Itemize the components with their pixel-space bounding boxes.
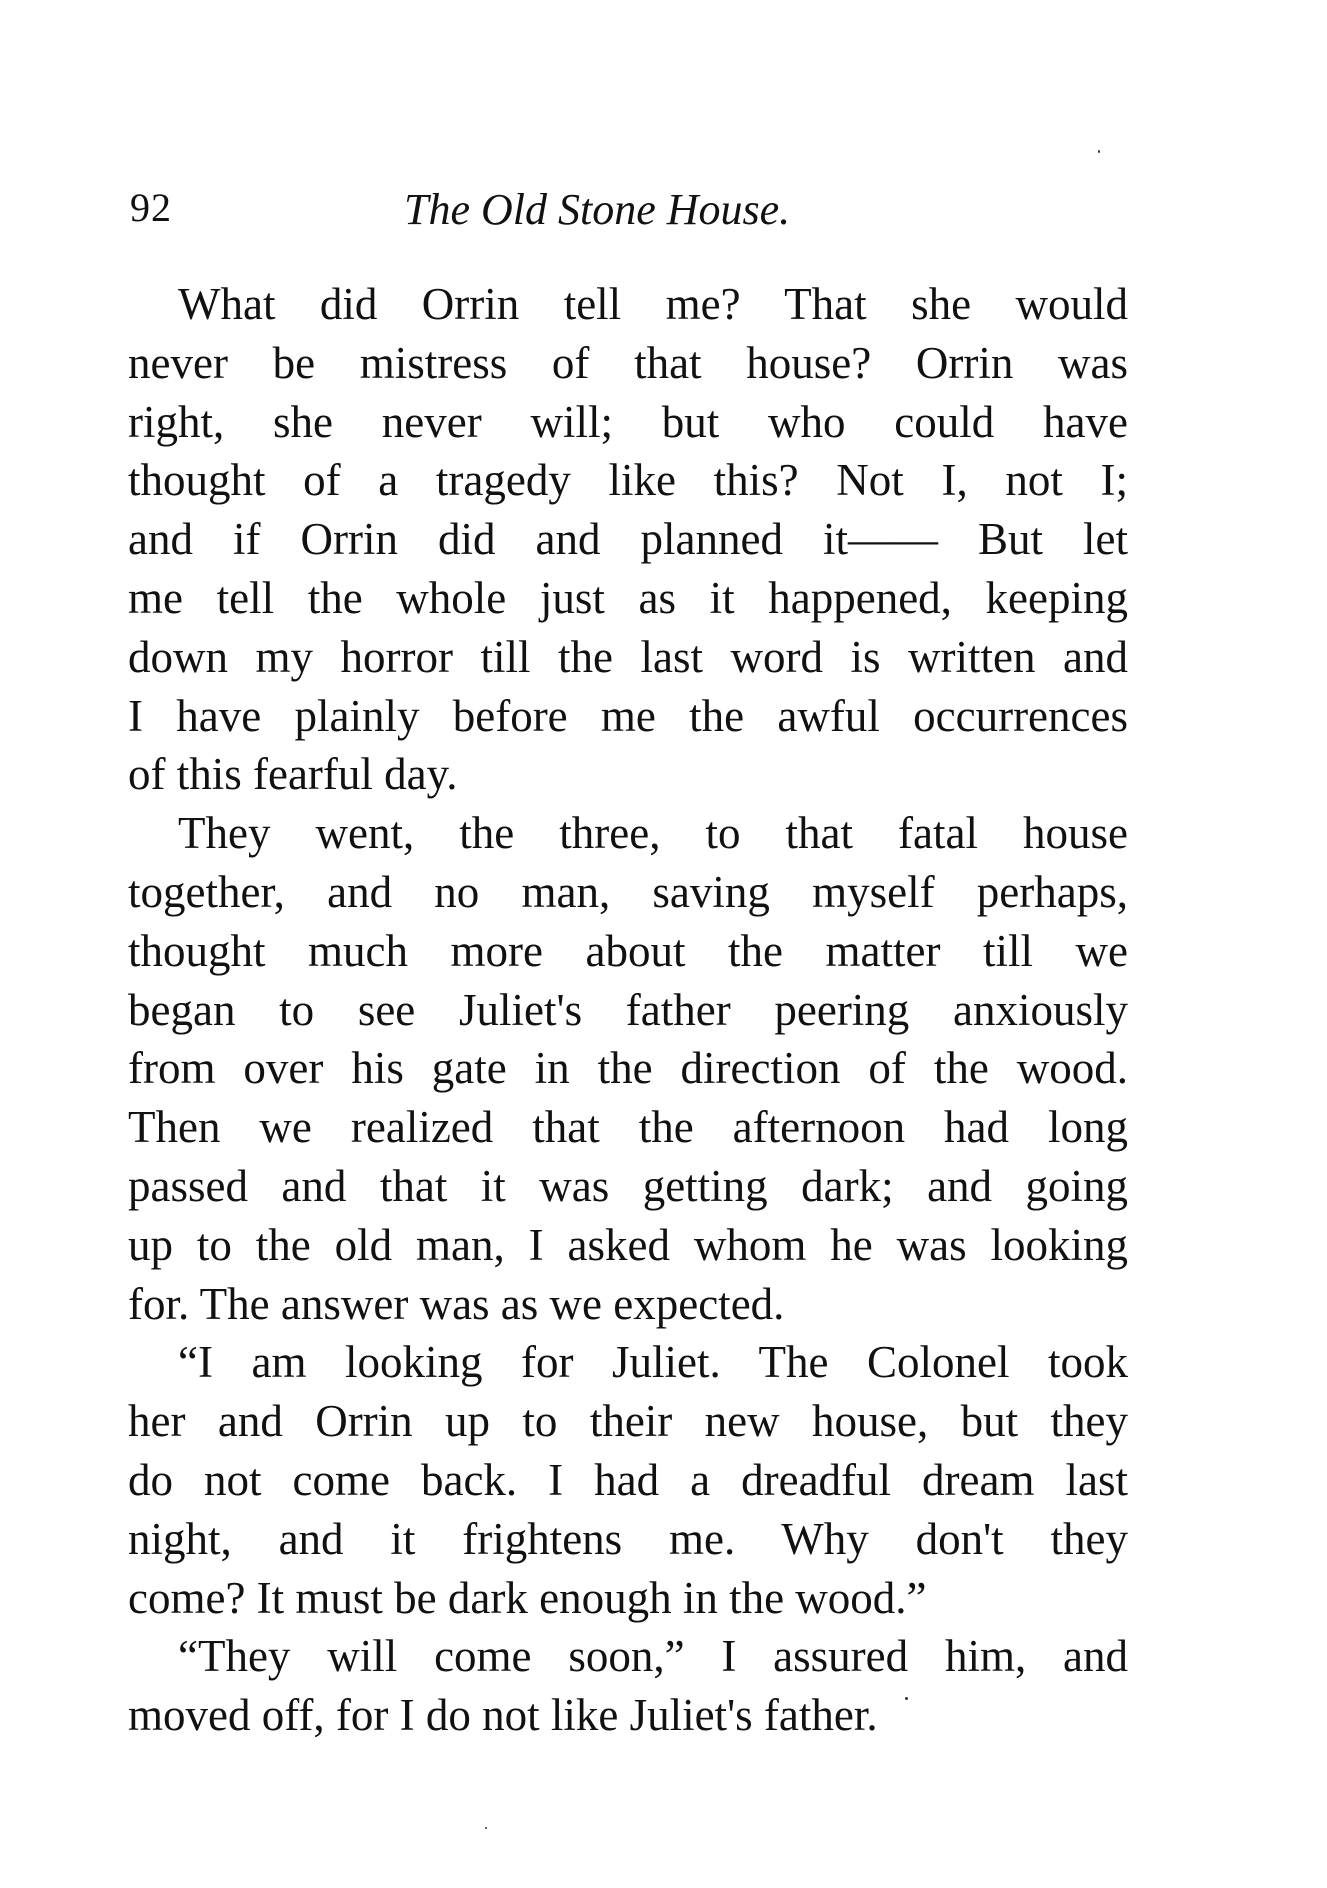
- text-line: do not come back. I had a dreadful dream last: [128, 1454, 1128, 1505]
- ink-speck: [485, 1827, 487, 1829]
- text-line: “They will come soon,” I assured him, and: [178, 1631, 1128, 1682]
- text-line: I have plainly before me the awful occurrences: [128, 690, 1128, 741]
- running-title: The Old Stone House.: [404, 185, 791, 234]
- text-line: me tell the whole just as it happened, keeping: [128, 572, 1128, 623]
- text-line: “I am looking for Juliet. The Colonel took: [178, 1337, 1128, 1388]
- text-line: together, and no man, saving myself perhaps,: [128, 866, 1128, 917]
- text-line: come? It must be dark enough in the wood.”: [128, 1572, 927, 1623]
- text-line: down my horror till the last word is written and: [128, 631, 1128, 682]
- text-line: Then we realized that the afternoon had long: [128, 1102, 1128, 1153]
- text-line: They went, the three, to that fatal house: [178, 808, 1128, 859]
- text-line: What did Orrin tell me? That she would: [178, 279, 1128, 329]
- text-line: moved off, for I do not like Juliet's father.: [128, 1690, 878, 1741]
- text-line: passed and that it was getting dark; and going: [128, 1160, 1128, 1211]
- text-line: for. The answer was as we expected.: [128, 1278, 785, 1329]
- ink-speck: [1098, 150, 1100, 153]
- text-line: her and Orrin up to their new house, but they: [128, 1396, 1128, 1447]
- text-line: right, she never will; but who could have: [128, 396, 1128, 447]
- text-line: up to the old man, I asked whom he was looking: [128, 1219, 1128, 1270]
- text-line: night, and it frightens me. Why don't they: [128, 1513, 1128, 1564]
- text-line: of this fearful day.: [128, 749, 458, 800]
- text-line: thought much more about the matter till we: [128, 925, 1128, 976]
- page-header: [130, 184, 1120, 244]
- ink-speck: [905, 1697, 908, 1700]
- text-line: never be mistress of that house? Orrin was: [128, 337, 1128, 388]
- body-text: [128, 275, 1128, 1745]
- text-line: thought of a tragedy like this? Not I, not I;: [128, 455, 1128, 506]
- page-number: 92: [130, 185, 172, 230]
- text-line: from over his gate in the direction of the wood.: [128, 1043, 1128, 1094]
- text-line: and if Orrin did and planned it—— But let: [128, 514, 1128, 565]
- text-line: began to see Juliet's father peering anxiously: [128, 984, 1128, 1035]
